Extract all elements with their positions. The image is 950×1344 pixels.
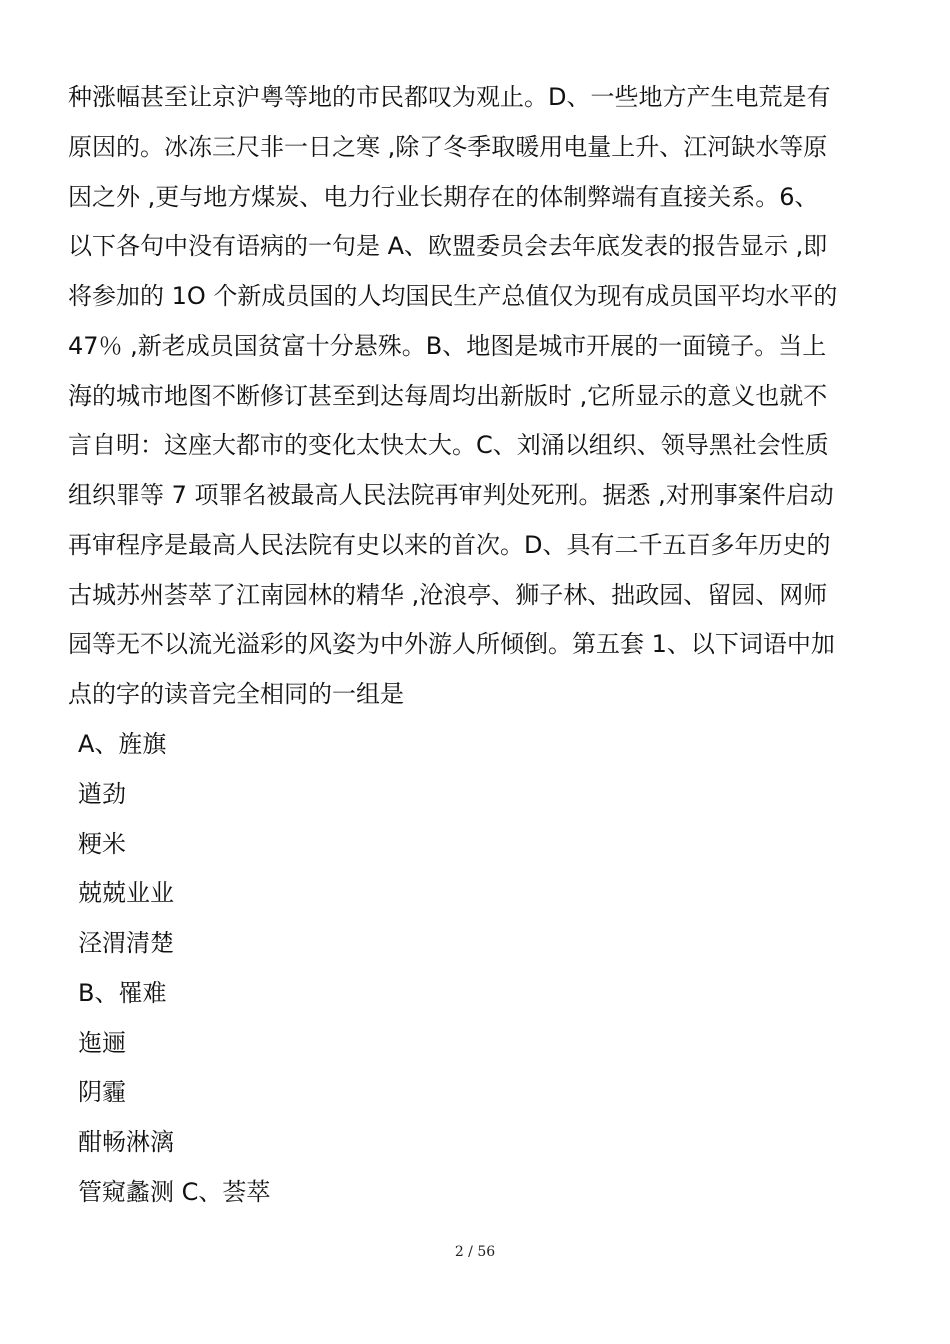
paragraph-line-3: 因之外 ,更与地方煤炭、电力行业长期存在的体制弊端有直接关系。6、: [68, 183, 819, 211]
option-line-8: 阴霾: [78, 1078, 126, 1106]
option-line-7: 迤逦: [78, 1029, 126, 1057]
option-line-6: B、罹难: [78, 979, 167, 1007]
option-line-3: 粳米: [78, 830, 126, 858]
option-line-1: A、旌旗: [78, 730, 167, 758]
option-line-10: 管窥蠡测 C、荟萃: [78, 1178, 271, 1206]
paragraph-line-1: 种涨幅甚至让京沪粤等地的市民都叹为观止。D、一些地方产生电荒是有: [68, 83, 831, 111]
page-number: 2 / 56: [454, 1244, 496, 1260]
option-line-2: 遒劲: [78, 780, 126, 808]
paragraph-line-2: 原因的。冰冻三尺非一日之寒 ,除了冬季取暖用电量上升、江河缺水等原: [68, 133, 828, 161]
option-line-4: 兢兢业业: [78, 879, 174, 907]
option-line-5: 泾渭清楚: [78, 929, 174, 957]
paragraph-line-10: 再审程序是最高人民法院有史以来的首次。D、具有二千五百多年历史的: [68, 531, 831, 559]
paragraph-line-12: 园等无不以流光溢彩的风姿为中外游人所倾倒。第五套 1、以下词语中加: [68, 630, 835, 658]
option-line-9: 酣畅淋漓: [78, 1128, 174, 1156]
paragraph-line-4: 以下各句中没有语病的一句是 A、欧盟委员会去年底发表的报告显示 ,即: [68, 232, 828, 260]
paragraph-line-9: 组织罪等 7 项罪名被最高人民法院再审判处死刑。据悉 ,对刑事案件启动: [68, 481, 834, 509]
paragraph-line-7: 海的城市地图不断修订甚至到达每周均出新版时 ,它所显示的意义也就不: [68, 382, 828, 410]
paragraph-line-13: 点的字的读音完全相同的一组是: [68, 680, 404, 708]
paragraph-line-6: 47％ ,新老成员国贫富十分悬殊。B、地图是城市开展的一面镜子。当上: [68, 332, 827, 360]
paragraph-line-8: 言自明：这座大都市的变化太快太大。C、刘涌以组织、领导黑社会性质: [68, 431, 829, 459]
paragraph-line-11: 古城苏州荟萃了江南园林的精华 ,沧浪亭、狮子林、拙政园、留园、网师: [68, 581, 828, 609]
paragraph-line-5: 将参加的 1O 个新成员国的人均国民生产总值仅为现有成员国平均水平的: [68, 282, 838, 310]
